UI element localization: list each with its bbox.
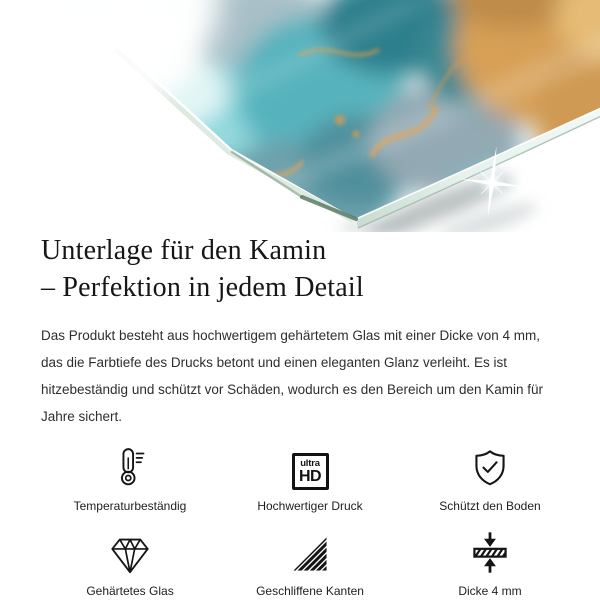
polished-edges-icon [289, 529, 331, 575]
feature-temperature-resistant [40, 444, 220, 513]
shield-check-icon [469, 444, 511, 490]
thermometer-icon [109, 444, 151, 490]
ultra-hd-badge-top: ultra [300, 458, 320, 469]
feature-tempered-glass [40, 529, 220, 598]
feature-thickness [400, 529, 580, 598]
feature-label: Geschliffene Kanten [256, 584, 364, 598]
product-photo [0, 0, 600, 232]
feature-label: Schützt den Boden [439, 499, 541, 513]
glass-panel-illustration [0, 0, 600, 232]
product-description: Das Produkt besteht aus hochwertigem gehärtetem Glas mit einer Dicke von 4 mm, das die Farbtiefe des Drucks betont und einen eleganten Glanz verleiht. Es ist hitzebeständig und schützt vor Schäden, wodurch es den Bereich um den Kamin für Jahre sichert. [41, 328, 544, 424]
feature-label: Gehärtetes Glas [86, 584, 174, 598]
ultra-hd-badge-bottom: HD [298, 468, 322, 485]
feature-high-quality-print [220, 444, 400, 513]
ultra-hd-icon [292, 444, 329, 490]
page-title [41, 226, 581, 306]
feature-label: Hochwertiger Druck [257, 499, 363, 513]
page-title-line2: – Perfektion in jedem Detail [41, 272, 364, 303]
feature-grid [40, 444, 580, 598]
thickness-arrows-icon [468, 529, 512, 575]
page-title-line1: Unterlage für den Kamin [41, 235, 327, 266]
feature-protects-floor [400, 444, 580, 513]
feature-polished-edges [220, 529, 400, 598]
feature-label: Temperaturbeständig [73, 499, 187, 513]
feature-label: Dicke 4 mm [458, 584, 522, 598]
diamond-icon [107, 529, 153, 575]
